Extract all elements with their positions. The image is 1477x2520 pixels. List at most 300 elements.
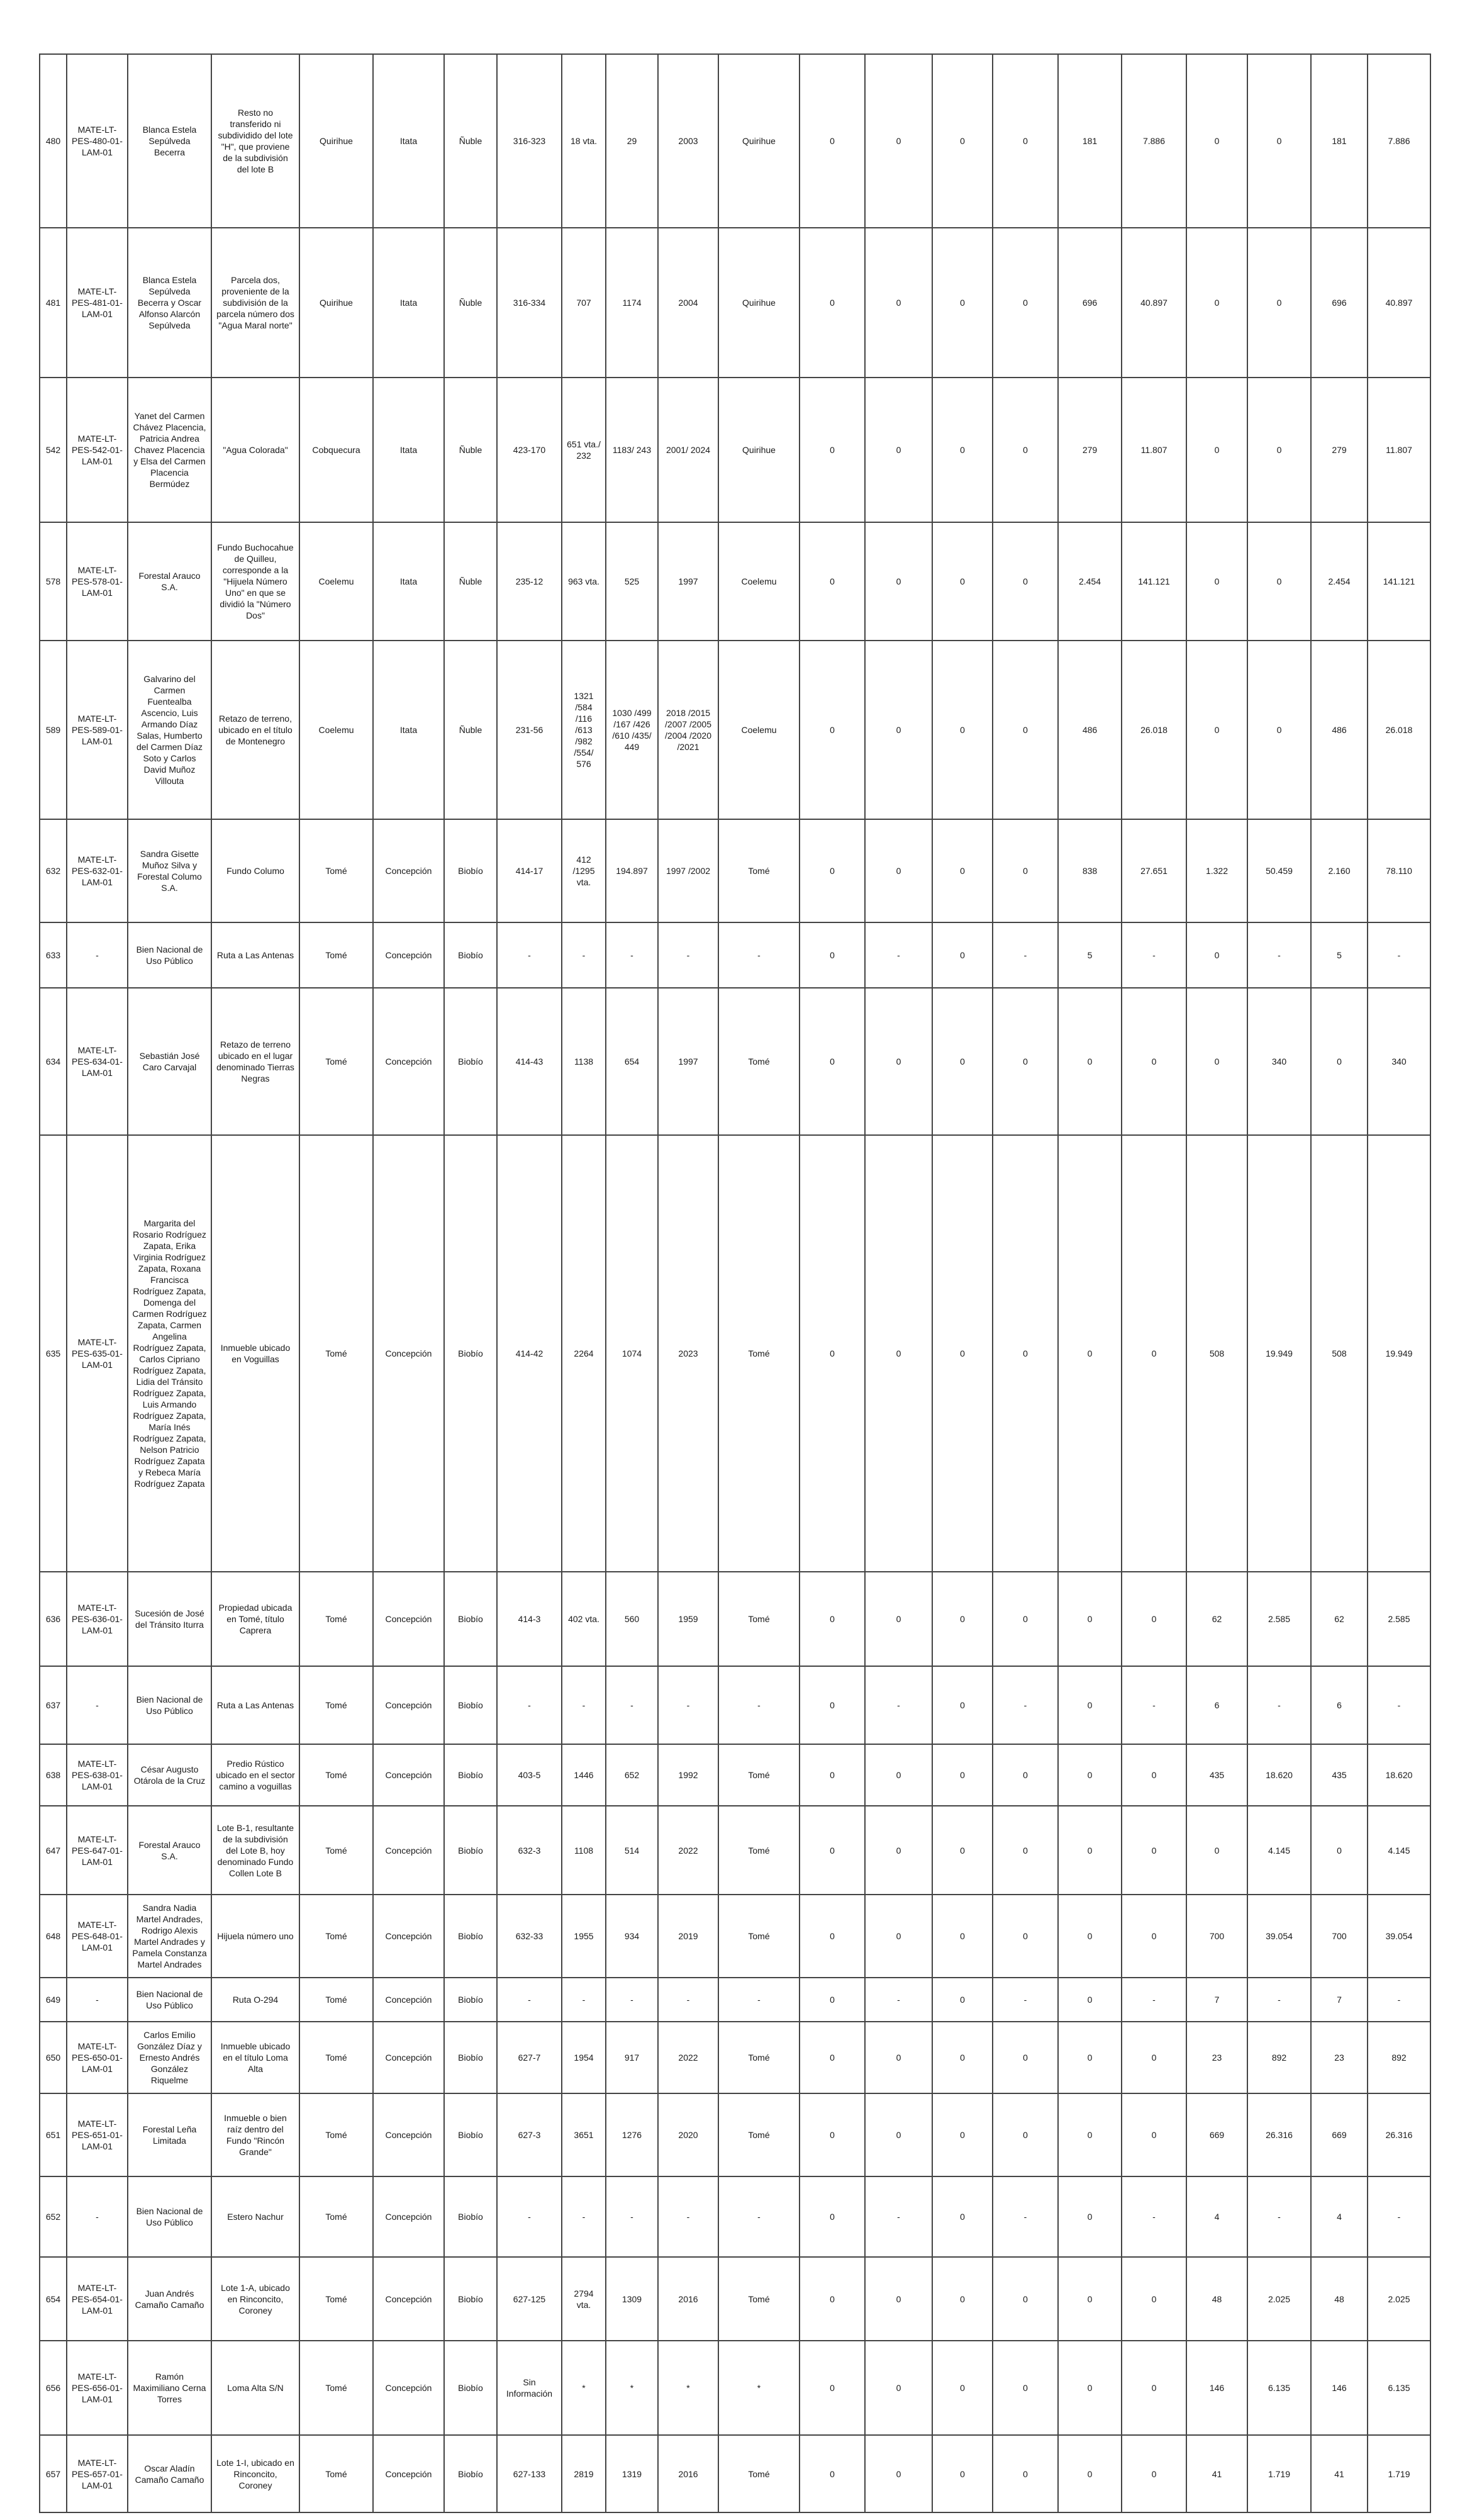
table-cell: - (993, 2176, 1058, 2257)
table-cell: 2.454 (1058, 522, 1122, 641)
table-cell: Bien Nacional de Uso Público (128, 922, 211, 988)
table-cell: Concepción (373, 819, 444, 922)
table-cell: Juan Andrés Camaño Camaño (128, 2257, 211, 2341)
table-cell: Quirihue (718, 378, 800, 522)
table-cell: Tomé (299, 2435, 373, 2512)
table-cell: Quirihue (299, 54, 373, 228)
table-cell: Forestal Arauco S.A. (128, 522, 211, 641)
table-cell: 414-43 (497, 988, 562, 1135)
table-cell: 0 (1122, 2093, 1186, 2176)
table-cell: Inmueble ubicado en el título Loma Alta (211, 2022, 299, 2093)
table-cell: 0 (1247, 522, 1311, 641)
table-cell: Lote B-1, resultante de la subdivisión del Lote B, hoy denominado Fundo Collen Lote B (211, 1806, 299, 1895)
table-cell: Tomé (299, 1978, 373, 2022)
table-cell: - (658, 922, 718, 988)
table-cell: 316-334 (497, 228, 562, 378)
table-cell: MATE-LT-PES-647-01-LAM-01 (67, 1806, 128, 1895)
table-cell: 402 vta. (562, 1572, 606, 1666)
table-cell: Tomé (718, 2093, 800, 2176)
table-cell: - (1247, 1978, 1311, 2022)
table-cell: 0 (865, 378, 932, 522)
table-cell: 0 (1186, 1806, 1247, 1895)
table-cell: 279 (1058, 378, 1122, 522)
table-cell: 1319 (606, 2435, 658, 2512)
table-cell: Ruta a Las Antenas (211, 1666, 299, 1744)
table-cell: MATE-LT-PES-654-01-LAM-01 (67, 2257, 128, 2341)
table-cell: 340 (1247, 988, 1311, 1135)
table-cell: 656 (40, 2341, 67, 2435)
table-cell: 2018 /2015 /2007 /2005 /2004 /2020 /2021 (658, 641, 718, 819)
table-cell: 0 (932, 2093, 993, 2176)
table-cell: 412 /1295 vta. (562, 819, 606, 922)
table-cell: MATE-LT-PES-632-01-LAM-01 (67, 819, 128, 922)
table-cell: Retazo de terreno ubicado en el lugar denominado Tierras Negras (211, 988, 299, 1135)
table-cell: 48 (1311, 2257, 1368, 2341)
table-cell: 0 (932, 1895, 993, 1978)
table-cell: - (67, 2176, 128, 2257)
table-cell: 0 (993, 1572, 1058, 1666)
table-cell: 0 (1122, 1135, 1186, 1572)
table-cell: Biobío (444, 819, 497, 922)
table-cell: 636 (40, 1572, 67, 1666)
table-cell: 1959 (658, 1572, 718, 1666)
table-cell: 39.054 (1368, 1895, 1430, 1978)
table-row (40, 1895, 1430, 1978)
table-cell: Concepción (373, 2341, 444, 2435)
table-cell: Biobío (444, 1806, 497, 1895)
table-cell: MATE-LT-PES-648-01-LAM-01 (67, 1895, 128, 1978)
table-cell: 41 (1311, 2435, 1368, 2512)
table-cell: Tomé (299, 2176, 373, 2257)
table-cell: - (1368, 922, 1430, 988)
table-cell: 194.897 (606, 819, 658, 922)
table-cell: 0 (1122, 2022, 1186, 2093)
table-cell: 146 (1311, 2341, 1368, 2435)
table-cell: 6 (1186, 1666, 1247, 1744)
table-cell: 6.135 (1247, 2341, 1311, 2435)
table-cell: 634 (40, 988, 67, 1135)
table-cell: 838 (1058, 819, 1122, 922)
table-cell: - (865, 1978, 932, 2022)
table-cell: Blanca Estela Sepúlveda Becerra (128, 54, 211, 228)
table-cell: 0 (800, 228, 865, 378)
table-cell: - (497, 1978, 562, 2022)
table-cell: Tomé (718, 2022, 800, 2093)
table-cell: 0 (1058, 1135, 1122, 1572)
table-cell: 4.145 (1368, 1806, 1430, 1895)
table-row (40, 1666, 1430, 1744)
table-cell: 917 (606, 2022, 658, 2093)
table-cell: 0 (800, 2435, 865, 2512)
table-cell: Ramón Maximiliano Cerna Torres (128, 2341, 211, 2435)
table-cell: 0 (1058, 1895, 1122, 1978)
table-cell: 1.322 (1186, 819, 1247, 922)
table-cell: - (865, 922, 932, 988)
table-cell: 0 (1122, 2435, 1186, 2512)
table-cell: 0 (993, 1895, 1058, 1978)
table-cell: Yanet del Carmen Chávez Placencia, Patricia Andrea Chavez Placencia y Elsa del Carmen Placencia Bermúdez (128, 378, 211, 522)
table-cell: Tomé (718, 988, 800, 1135)
table-cell: 1997 /2002 (658, 819, 718, 922)
table-cell: 23 (1311, 2022, 1368, 2093)
table-cell: 0 (865, 2022, 932, 2093)
table-row (40, 1572, 1430, 1666)
table-cell: Tomé (299, 922, 373, 988)
table-cell: Coelemu (299, 641, 373, 819)
table-cell: Biobío (444, 922, 497, 988)
table-cell: 0 (993, 2257, 1058, 2341)
table-cell: 635 (40, 1135, 67, 1572)
table-cell: 414-42 (497, 1135, 562, 1572)
table-cell: 18 vta. (562, 54, 606, 228)
table-cell: 1309 (606, 2257, 658, 2341)
table-cell: 26.018 (1122, 641, 1186, 819)
table-cell: Biobío (444, 1666, 497, 1744)
table-cell: 0 (1186, 641, 1247, 819)
table-cell: Oscar Aladín Camaño Camaño (128, 2435, 211, 2512)
table-cell: 23 (1186, 2022, 1247, 2093)
table-cell: - (562, 1666, 606, 1744)
table-cell: 1997 (658, 988, 718, 1135)
table-cell: Tomé (299, 819, 373, 922)
table-cell: 0 (865, 1135, 932, 1572)
table-cell: 0 (800, 1744, 865, 1806)
table-cell: Tomé (718, 2257, 800, 2341)
table-cell: 0 (932, 54, 993, 228)
table-cell: 2794 vta. (562, 2257, 606, 2341)
table-cell: 181 (1311, 54, 1368, 228)
table-cell: Biobío (444, 2435, 497, 2512)
table-cell: 578 (40, 522, 67, 641)
table-cell: - (1122, 1666, 1186, 1744)
table-cell: 0 (1058, 2093, 1122, 2176)
table-cell: 0 (800, 2093, 865, 2176)
table-cell: Predio Rústico ubicado en el sector camino a voguillas (211, 1744, 299, 1806)
table-cell: Hijuela número uno (211, 1895, 299, 1978)
table-cell: Biobío (444, 2093, 497, 2176)
table-cell: 0 (800, 2341, 865, 2435)
table-cell: 0 (932, 228, 993, 378)
table-cell: Biobío (444, 1978, 497, 2022)
table-cell: Biobío (444, 1572, 497, 1666)
table-cell: 0 (932, 522, 993, 641)
table-cell: 1992 (658, 1744, 718, 1806)
table-cell: 514 (606, 1806, 658, 1895)
table-cell: 0 (932, 1806, 993, 1895)
table-cell: 7.886 (1368, 54, 1430, 228)
table-cell: 1446 (562, 1744, 606, 1806)
table-cell: Galvarino del Carmen Fuentealba Ascencio, Luis Armando Díaz Salas, Humberto del Carmen Díaz Soto y Carlos David Muñoz Villouta (128, 641, 211, 819)
table-cell: 707 (562, 228, 606, 378)
table-cell: 0 (800, 922, 865, 988)
table-cell: 0 (993, 54, 1058, 228)
table-cell: 18.620 (1247, 1744, 1311, 1806)
table-cell: Biobío (444, 2022, 497, 2093)
table-cell: 279 (1311, 378, 1368, 522)
table-cell: Tomé (718, 819, 800, 922)
table-cell: 0 (865, 641, 932, 819)
table-cell: 62 (1186, 1572, 1247, 1666)
table-cell: MATE-LT-PES-651-01-LAM-01 (67, 2093, 128, 2176)
table-cell: - (718, 2176, 800, 2257)
table-cell: Coelemu (718, 522, 800, 641)
table-cell: 3651 (562, 2093, 606, 2176)
data-table (39, 53, 1431, 2513)
table-cell: 2.025 (1368, 2257, 1430, 2341)
table-cell: 0 (993, 641, 1058, 819)
table-cell: 0 (800, 1806, 865, 1895)
table-cell: Concepción (373, 1135, 444, 1572)
table-cell: 0 (993, 2093, 1058, 2176)
table-cell: Retazo de terreno, ubicado en el título de Montenegro (211, 641, 299, 819)
table-cell: - (718, 1666, 800, 1744)
table-cell: 0 (865, 1806, 932, 1895)
table-row (40, 2341, 1430, 2435)
table-cell: 0 (932, 922, 993, 988)
table-cell: Tomé (718, 2435, 800, 2512)
table-cell: - (606, 922, 658, 988)
table-cell: 435 (1186, 1744, 1247, 1806)
table-cell: 0 (993, 1806, 1058, 1895)
table-cell: 27.651 (1122, 819, 1186, 922)
table-cell: 1174 (606, 228, 658, 378)
table-cell: 508 (1311, 1135, 1368, 1572)
table-cell: 0 (1058, 2257, 1122, 2341)
table-cell: Forestal Leña Limitada (128, 2093, 211, 2176)
table-cell: 39.054 (1247, 1895, 1311, 1978)
table-cell: Concepción (373, 988, 444, 1135)
table-cell: 669 (1311, 2093, 1368, 2176)
table-cell: * (606, 2341, 658, 2435)
table-cell: 0 (800, 641, 865, 819)
table-cell: 627-133 (497, 2435, 562, 2512)
table-cell: 2.160 (1311, 819, 1368, 922)
table-cell: Bien Nacional de Uso Público (128, 1666, 211, 1744)
table-cell: 892 (1247, 2022, 1311, 2093)
table-cell: 1.719 (1247, 2435, 1311, 2512)
table-cell: - (606, 1978, 658, 2022)
table-cell: 2.585 (1368, 1572, 1430, 1666)
table-cell: MATE-LT-PES-638-01-LAM-01 (67, 1744, 128, 1806)
table-row (40, 2176, 1430, 2257)
table-cell: 0 (865, 228, 932, 378)
table-cell: 508 (1186, 1135, 1247, 1572)
table-cell: - (1247, 922, 1311, 988)
table-cell: 0 (993, 988, 1058, 1135)
table-cell: 560 (606, 1572, 658, 1666)
table-cell: 2020 (658, 2093, 718, 2176)
table-cell: 480 (40, 54, 67, 228)
table-cell: Quirihue (718, 54, 800, 228)
table-cell: 1.719 (1368, 2435, 1430, 2512)
table-cell: 0 (1122, 1895, 1186, 1978)
table-cell: MATE-LT-PES-657-01-LAM-01 (67, 2435, 128, 2512)
table-cell: 649 (40, 1978, 67, 2022)
table-cell: Estero Nachur (211, 2176, 299, 2257)
table-cell: Biobío (444, 1135, 497, 1572)
table-cell: Concepción (373, 922, 444, 988)
table-cell: 2016 (658, 2257, 718, 2341)
table-cell: Biobío (444, 1895, 497, 1978)
table-cell: 0 (1058, 1806, 1122, 1895)
table-cell: 0 (932, 1572, 993, 1666)
table-cell: MATE-LT-PES-634-01-LAM-01 (67, 988, 128, 1135)
table-cell: 0 (1122, 2341, 1186, 2435)
table-cell: 0 (865, 2341, 932, 2435)
table-cell: 0 (1247, 641, 1311, 819)
table-cell: - (1122, 922, 1186, 988)
table-cell: Tomé (299, 988, 373, 1135)
table-cell: 0 (865, 1895, 932, 1978)
table-cell: 6.135 (1368, 2341, 1430, 2435)
table-cell: 696 (1311, 228, 1368, 378)
table-cell: Fundo Buchocahue de Quilleu, corresponde a la "Hijuela Número Uno" en que se dividió la "Número Dos" (211, 522, 299, 641)
table-cell: Tomé (299, 1572, 373, 1666)
table-cell: 1030 /499 /167 /426 /610 /435/ 449 (606, 641, 658, 819)
table-cell: 963 vta. (562, 522, 606, 641)
table-cell: 0 (993, 2022, 1058, 2093)
table-cell: 934 (606, 1895, 658, 1978)
table-cell: 654 (40, 2257, 67, 2341)
table-cell: Biobío (444, 988, 497, 1135)
table-cell: 700 (1186, 1895, 1247, 1978)
table-cell: * (658, 2341, 718, 2435)
table-cell: - (865, 2176, 932, 2257)
table-cell: Ñuble (444, 228, 497, 378)
table-cell: 0 (993, 522, 1058, 641)
table-cell: Tomé (299, 2257, 373, 2341)
table-cell: 0 (865, 2257, 932, 2341)
table-cell: 40.897 (1122, 228, 1186, 378)
table-cell: 651 (40, 2093, 67, 2176)
table-cell: MATE-LT-PES-480-01-LAM-01 (67, 54, 128, 228)
table-cell: Ñuble (444, 54, 497, 228)
table-cell: 0 (932, 1135, 993, 1572)
table-cell: 0 (1186, 54, 1247, 228)
table-cell: César Augusto Otárola de la Cruz (128, 1744, 211, 1806)
table-cell: MATE-LT-PES-636-01-LAM-01 (67, 1572, 128, 1666)
table-cell: 0 (800, 1978, 865, 2022)
table-cell: - (67, 1666, 128, 1744)
table-cell: 650 (40, 2022, 67, 2093)
table-cell: 26.316 (1247, 2093, 1311, 2176)
table-cell: Inmueble ubicado en Voguillas (211, 1135, 299, 1572)
table-cell: Parcela dos, proveniente de la subdivisión de la parcela número dos "Agua Maral norte" (211, 228, 299, 378)
table-cell: Concepción (373, 2435, 444, 2512)
table-cell: Quirihue (299, 228, 373, 378)
table-cell: 181 (1058, 54, 1122, 228)
table-cell: - (658, 1978, 718, 2022)
table-cell: 0 (1058, 988, 1122, 1135)
table-cell: - (606, 1666, 658, 1744)
table-cell: 2003 (658, 54, 718, 228)
table-cell: 5 (1311, 922, 1368, 988)
table-cell: 0 (800, 2257, 865, 2341)
table-cell: 2264 (562, 1135, 606, 1572)
table-cell: 2004 (658, 228, 718, 378)
table-cell: - (606, 2176, 658, 2257)
table-cell: - (718, 1978, 800, 2022)
table-cell: 1955 (562, 1895, 606, 1978)
table-cell: 1108 (562, 1806, 606, 1895)
table-cell: 146 (1186, 2341, 1247, 2435)
table-cell: 0 (1122, 2257, 1186, 2341)
table-cell: 48 (1186, 2257, 1247, 2341)
table-cell: 2016 (658, 2435, 718, 2512)
table-cell: 4.145 (1247, 1806, 1311, 1895)
table-cell: 0 (1122, 1572, 1186, 1666)
table-cell: 0 (932, 819, 993, 922)
table-cell: - (1368, 1666, 1430, 1744)
table-cell: 2819 (562, 2435, 606, 2512)
table-cell: 40.897 (1368, 228, 1430, 378)
table-cell: 0 (800, 1666, 865, 1744)
table-cell: Concepción (373, 2022, 444, 2093)
table-cell: Biobío (444, 2257, 497, 2341)
table-cell: "Agua Colorada" (211, 378, 299, 522)
table-cell: Itata (373, 228, 444, 378)
table-cell: Itata (373, 378, 444, 522)
table-cell: 0 (800, 988, 865, 1135)
table-cell: 4 (1186, 2176, 1247, 2257)
table-cell: 0 (1311, 988, 1368, 1135)
table-cell: 648 (40, 1895, 67, 1978)
table-cell: Fundo Columo (211, 819, 299, 922)
table-cell: Itata (373, 522, 444, 641)
table-cell: 7 (1311, 1978, 1368, 2022)
table-cell: 0 (932, 378, 993, 522)
table-row (40, 2093, 1430, 2176)
table-row (40, 228, 1430, 378)
table-cell: Sebastián José Caro Carvajal (128, 988, 211, 1135)
table-cell: 0 (932, 641, 993, 819)
table-cell: - (562, 1978, 606, 2022)
table-cell: Concepción (373, 1806, 444, 1895)
table-cell: - (497, 2176, 562, 2257)
table-cell: - (1368, 1978, 1430, 2022)
table-cell: Resto no transferido ni subdividido del lote "H", que proviene de la subdivisión del lote B (211, 54, 299, 228)
table-cell: 0 (1058, 2176, 1122, 2257)
table-cell: - (1247, 1666, 1311, 1744)
table-cell: 0 (800, 1135, 865, 1572)
table-cell: - (658, 2176, 718, 2257)
table-cell: 0 (932, 1978, 993, 2022)
table-cell: Tomé (718, 1135, 800, 1572)
table-cell: 0 (1186, 378, 1247, 522)
table-cell: 340 (1368, 988, 1430, 1135)
table-cell: 0 (993, 228, 1058, 378)
table-cell: 2019 (658, 1895, 718, 1978)
table-cell: - (993, 922, 1058, 988)
table-cell: Tomé (718, 1744, 800, 1806)
table-cell: 0 (932, 1744, 993, 1806)
table-cell: 633 (40, 922, 67, 988)
table-cell: Margarita del Rosario Rodríguez Zapata, Erika Virginia Rodríguez Zapata, Roxana Francisca Rodríguez Zapata, Domenga del Carmen Rodríguez Zapata, Carmen Angelina Rodríguez Zapata, Carlos Cipriano Rodríguez Zapata, Lidia del Tránsito Rodríguez Zapata, Luis Armando Rodríguez Zapata, María Inés Rodríguez Zapata, Nelson Patricio Rodríguez Zapata y Rebeca María Rodríguez Zapata (128, 1135, 211, 1572)
table-cell: - (993, 1978, 1058, 2022)
table-cell: 892 (1368, 2022, 1430, 2093)
table-cell: 1074 (606, 1135, 658, 1572)
table-cell: 1954 (562, 2022, 606, 2093)
table-cell: 141.121 (1368, 522, 1430, 641)
table-cell: 0 (993, 819, 1058, 922)
table-cell: 4 (1311, 2176, 1368, 2257)
table-cell: 0 (932, 1666, 993, 1744)
table-cell: Sandra Nadia Martel Andrades, Rodrigo Alexis Martel Andrades y Pamela Constanza Martel Andrades (128, 1895, 211, 1978)
table-cell: 235-12 (497, 522, 562, 641)
table-cell: 652 (606, 1744, 658, 1806)
table-cell: 638 (40, 1744, 67, 1806)
table-cell: 62 (1311, 1572, 1368, 1666)
